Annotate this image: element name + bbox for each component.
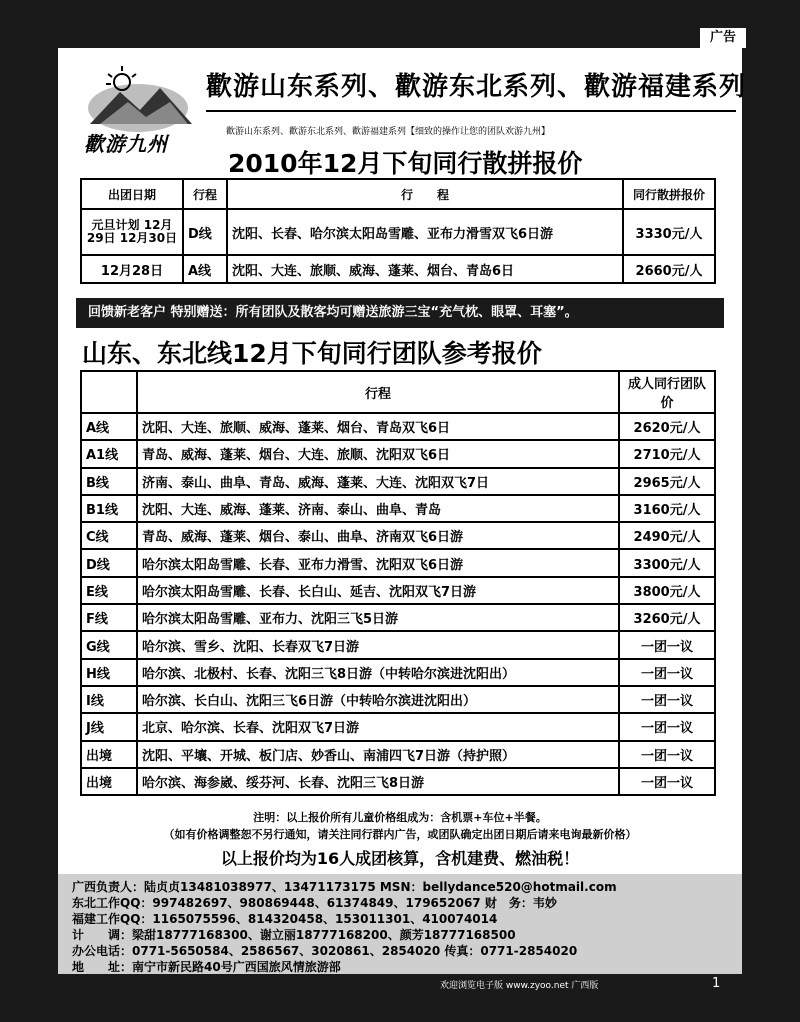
contact-line: 地 址：南宁市新民路40号广西国旅风情旅游部 <box>72 960 341 974</box>
route: 哈尔滨太阳岛雪雕、长春、长白山、延吉、沈阳双飞7日游 <box>137 577 619 604</box>
route: 哈尔滨太阳岛雪雕、长春、亚布力滑雪、沈阳双飞6日游 <box>137 549 619 576</box>
price: 2965元/人 <box>619 468 715 495</box>
route: 沈阳、长春、哈尔滨太阳岛雪雕、亚布力滑雪双飞6日游 <box>227 209 623 255</box>
table-header-row <box>81 179 715 209</box>
route: 沈阳、平壤、开城、板门店、妙香山、南浦四飞7日游（持护照） <box>137 741 619 768</box>
line-code: A线 <box>183 255 227 283</box>
column-header-line <box>81 371 137 413</box>
line-code: B线 <box>81 468 137 495</box>
route: 北京、哈尔滨、长春、沈阳双飞7日游 <box>137 713 619 740</box>
column-header: 成人同行团队价 <box>619 371 715 413</box>
price: 3160元/人 <box>619 495 715 522</box>
table-row <box>81 741 715 768</box>
price: 一团一议 <box>619 713 715 740</box>
route: 沈阳、大连、旅顺、威海、蓬莱、烟台、青岛双飞6日 <box>137 413 619 440</box>
table-row <box>81 549 715 576</box>
contact-line: 东北工作QQ：997482697、980869448、61374849、179652067 财 务：韦妙 <box>72 896 557 910</box>
price: 3800元/人 <box>619 577 715 604</box>
price: 2490元/人 <box>619 522 715 549</box>
table-row <box>81 686 715 713</box>
price: 3300元/人 <box>619 549 715 576</box>
price: 2620元/人 <box>619 413 715 440</box>
line-code: G线 <box>81 631 137 658</box>
line-code: A线 <box>81 413 137 440</box>
line-code: 出境 <box>81 768 137 795</box>
section-title: 山东、东北线12月下旬同行团队参考报价 <box>82 339 542 368</box>
route: 哈尔滨、海参崴、绥芬河、长春、沈阳三飞8日游 <box>137 768 619 795</box>
contact-line: 计 调：梁甜18777168300、谢立丽18777168200、颜芳18777168500 <box>72 928 516 942</box>
table-row <box>81 631 715 658</box>
ad-tag: 广告 <box>700 28 746 48</box>
note-price-change: （如有价格调整恕不另行通知，请关注同行群内广告，或团队确定出团日期后请来电询最新价格） <box>163 828 637 841</box>
note-group-basis: 以上报价均为16人成团核算，含机建费、燃油税！ <box>220 849 580 868</box>
route: 青岛、威海、蓬莱、烟台、泰山、曲阜、济南双飞6日游 <box>137 522 619 549</box>
scattered-price-table <box>80 178 716 284</box>
contact-line: 办公电话：0771-5650584、2586567、3020861、2854020 传真：0771-2854020 <box>72 944 578 958</box>
column-header: 同行散拼报价 <box>623 179 715 209</box>
line-code: I线 <box>81 686 137 713</box>
tour-date: 12月28日 <box>81 255 183 283</box>
line-code: A1线 <box>81 440 137 467</box>
route: 济南、泰山、曲阜、青岛、威海、蓬莱、大连、沈阳双飞7日 <box>137 468 619 495</box>
price: 一团一议 <box>619 741 715 768</box>
page-title: 2010年12月下旬同行散拼报价 <box>228 149 583 178</box>
ad-page <box>58 48 747 974</box>
route: 哈尔滨、长白山、沈阳三飞6日游（中转哈尔滨进沈阳出） <box>137 686 619 713</box>
table-row <box>81 604 715 631</box>
column-header: 出团日期 <box>81 179 183 209</box>
line-code: E线 <box>81 577 137 604</box>
price: 2710元/人 <box>619 440 715 467</box>
logo-text: 歡游九州 <box>84 132 168 156</box>
gift-banner: 回馈新老客户 特别赠送：所有团队及散客均可赠送旅游三宝“充气枕、眼罩、耳塞”。 <box>76 298 724 328</box>
table-row <box>81 522 715 549</box>
route: 沈阳、大连、旅顺、威海、蓬莱、烟台、青岛6日 <box>227 255 623 283</box>
column-header: 行程 <box>183 179 227 209</box>
table-row <box>81 209 715 255</box>
series-title: 歡游山东系列、歡游东北系列、歡游福建系列 <box>206 72 747 102</box>
table-row <box>81 495 715 522</box>
line-code: H线 <box>81 659 137 686</box>
price: 3260元/人 <box>619 604 715 631</box>
table-header-row <box>81 371 715 413</box>
line-code: 出境 <box>81 741 137 768</box>
table-row <box>81 440 715 467</box>
column-header: 行 程 <box>227 179 623 209</box>
table-row <box>81 413 715 440</box>
price: 3330元/人 <box>623 209 715 255</box>
table-row <box>81 577 715 604</box>
price: 2660元/人 <box>623 255 715 283</box>
line-code: C线 <box>81 522 137 549</box>
divider <box>206 110 736 112</box>
price: 一团一议 <box>619 631 715 658</box>
table-row <box>81 768 715 795</box>
route: 青岛、威海、蓬莱、烟台、大连、旅顺、沈阳双飞6日 <box>137 440 619 467</box>
footer-text: 欢迎浏览电子版 www.zyoo.net 广西版 <box>440 981 599 991</box>
line-code: J线 <box>81 713 137 740</box>
tour-date: 元旦计划 12月29日 12月30日 <box>81 209 183 255</box>
contact-line: 广西负责人：陆贞贞13481038977、13471173175 MSN：bellydance520@hotmail.com <box>72 880 617 894</box>
series-subtitle: 歡游山东系列、歡游东北系列、歡游福建系列【细致的操作让您的团队欢游九州】 <box>226 127 551 137</box>
route: 哈尔滨太阳岛雪雕、亚布力、沈阳三飞5日游 <box>137 604 619 631</box>
contact-box <box>58 874 742 974</box>
line-code: B1线 <box>81 495 137 522</box>
note-children-price: 注明：以上报价所有儿童价格组成为：含机票+车位+半餐。 <box>253 811 547 824</box>
contact-line: 福建工作QQ：1165075596、814320458、153011301、410074014 <box>72 912 498 926</box>
line-code: D线 <box>81 549 137 576</box>
route: 哈尔滨、北极村、长春、沈阳三飞8日游（中转哈尔滨进沈阳出） <box>137 659 619 686</box>
price: 一团一议 <box>619 768 715 795</box>
table-row <box>81 659 715 686</box>
line-code: D线 <box>183 209 227 255</box>
page-number: 1 <box>712 976 721 991</box>
table-row <box>81 255 715 283</box>
table-row <box>81 713 715 740</box>
route: 沈阳、大连、威海、蓬莱、济南、泰山、曲阜、青岛 <box>137 495 619 522</box>
table-row <box>81 468 715 495</box>
price: 一团一议 <box>619 686 715 713</box>
column-header: 行程 <box>137 371 619 413</box>
route: 哈尔滨、雪乡、沈阳、长春双飞7日游 <box>137 631 619 658</box>
line-code: F线 <box>81 604 137 631</box>
price: 一团一议 <box>619 659 715 686</box>
group-price-table <box>80 370 716 796</box>
